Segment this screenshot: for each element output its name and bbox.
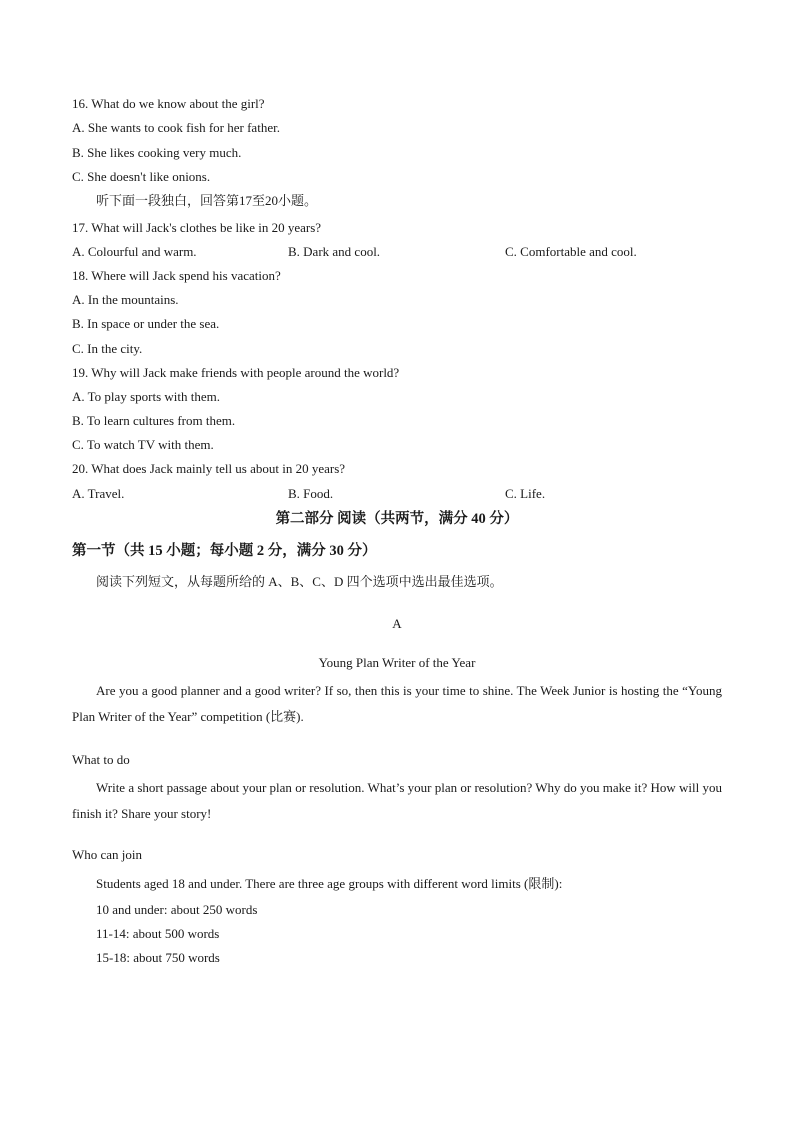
listening-instruction: 听下面一段独白，回答第17至20小题。 (96, 193, 318, 208)
passage-intro: Are you a good planner and a good writer? If so, then this is your time to shine. The Week Junior is hosting the “Young Plan Writer of the Year” competition (比赛). (72, 683, 722, 724)
question-20-option-b: B. Food. (288, 486, 334, 501)
question-19-option-c: C. To watch TV with them. (72, 437, 214, 452)
question-17-option-b: B. Dark and cool. (288, 244, 381, 259)
question-17: 17. What will Jack's clothes be like in 20 years? (72, 220, 322, 235)
passage-letter: A (392, 616, 402, 631)
question-16: 16. What do we know about the girl? (72, 96, 265, 111)
passage-title: Young Plan Writer of the Year (318, 655, 476, 670)
question-18-option-a: A. In the mountains. (72, 292, 179, 307)
who-can-join-heading: Who can join (72, 847, 143, 862)
age-group-2: 11-14: about 500 words (96, 926, 220, 941)
question-19: 19. Why will Jack make friends with people around the world? (72, 365, 400, 380)
question-19-option-b: B. To learn cultures from them. (72, 413, 236, 428)
part-title: 第二部分 阅读（共两节，满分 40 分） (275, 511, 519, 527)
question-18-option-c: C. In the city. (72, 341, 143, 356)
reading-instruction: 阅读下列短文，从每题所给的 A、B、C、D 四个选项中选出最佳选项。 (96, 574, 503, 589)
question-20-option-a: A. Travel. (72, 486, 125, 501)
age-group-1: 10 and under: about 250 words (96, 902, 258, 917)
question-17-option-a: A. Colourful and warm. (72, 244, 197, 259)
question-16-option-a: A. She wants to cook fish for her father. (72, 120, 280, 135)
question-16-option-b: B. She likes cooking very much. (72, 145, 242, 160)
question-20-option-c: C. Life. (505, 486, 546, 501)
question-16-option-c: C. She doesn't like onions. (72, 169, 211, 184)
what-to-do-heading: What to do (72, 752, 130, 767)
question-18-option-b: B. In space or under the sea. (72, 316, 220, 331)
question-18: 18. Where will Jack spend his vacation? (72, 268, 281, 283)
section-title: 第一节（共 15 小题；每小题 2 分，满分 30 分） (72, 543, 377, 559)
who-can-join-text: Students aged 18 and under. There are three age groups with different word limits (限制): (96, 876, 563, 891)
question-17-option-c: C. Comfortable and cool. (505, 244, 637, 259)
question-19-option-a: A. To play sports with them. (72, 389, 220, 404)
what-to-do-text: Write a short passage about your plan or resolution. What’s your plan or resolution? Why do you make it? How will you finish it? Share your story! (72, 780, 722, 821)
question-20: 20. What does Jack mainly tell us about in 20 years? (72, 461, 346, 476)
age-group-3: 15-18: about 750 words (96, 950, 220, 965)
